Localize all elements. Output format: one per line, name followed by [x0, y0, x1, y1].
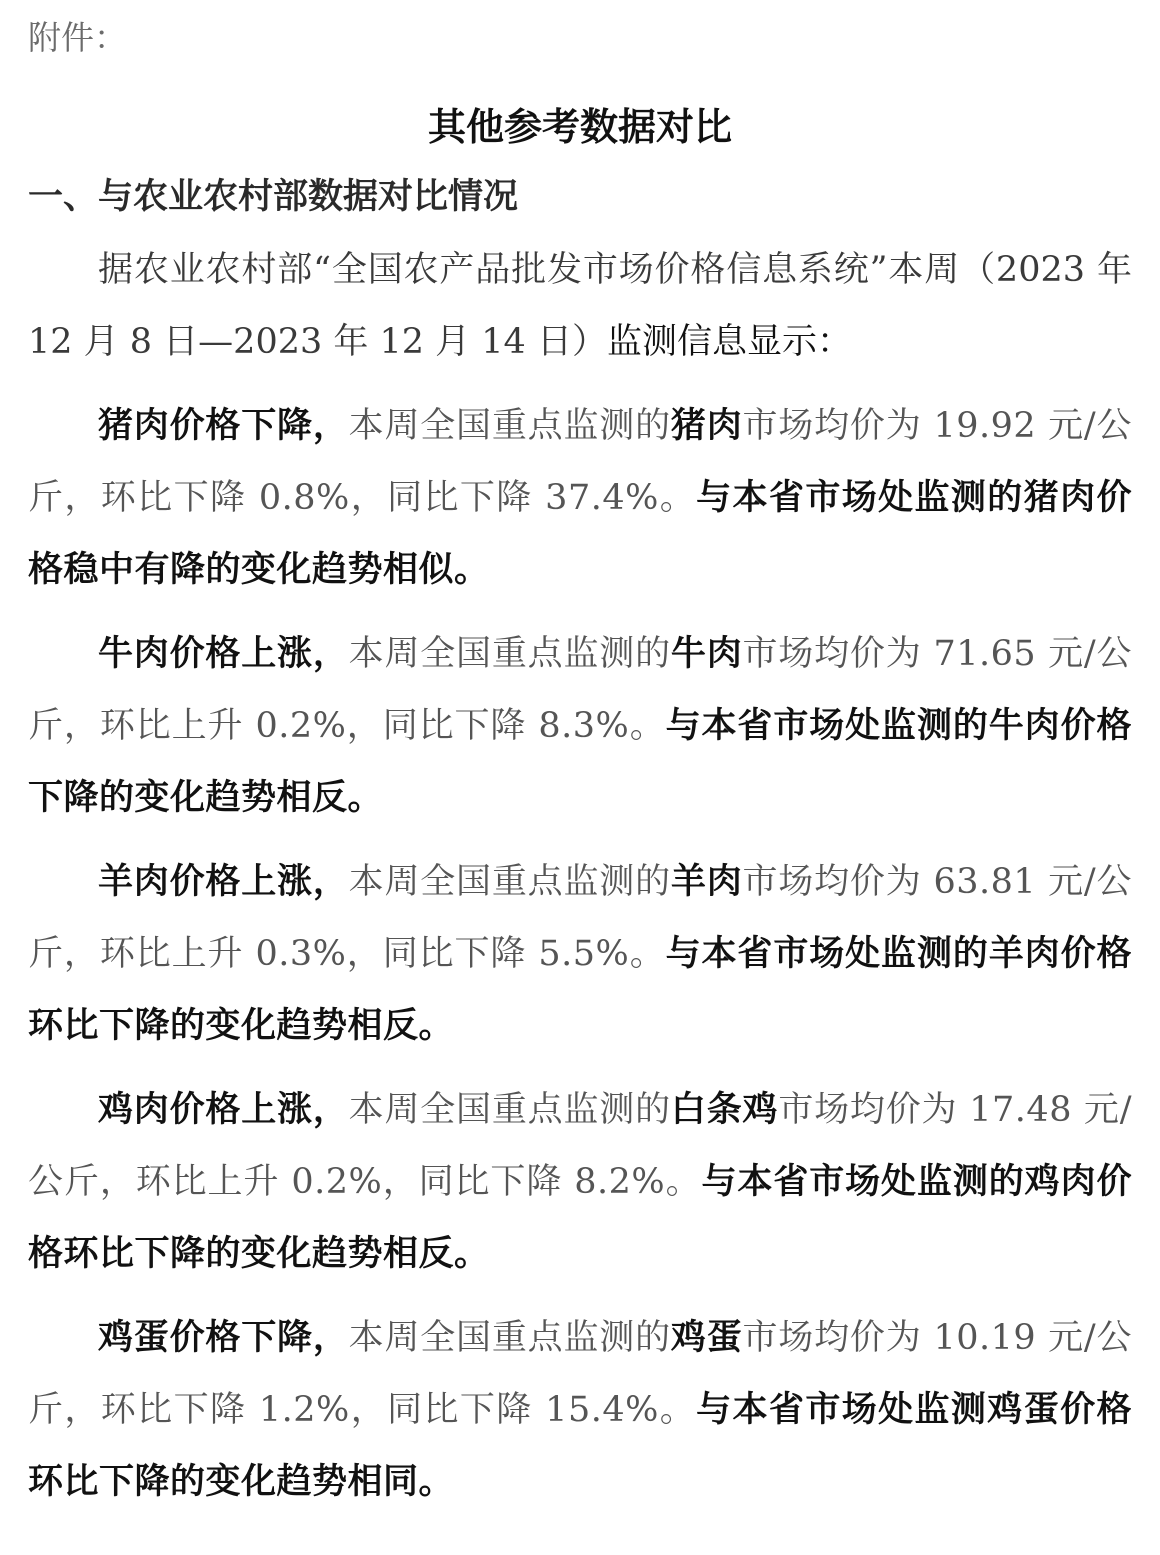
paragraph-figures: 市场均价为 19.92 元/公斤，环比下降 0.8%，同比下降 37.4%。	[28, 406, 1132, 518]
paragraph-figures: 市场均价为 17.48 元/公斤，环比上升 0.2%，同比下降 8.2%。	[28, 1090, 1132, 1202]
paragraph-lead: 牛肉价格上涨，	[98, 633, 349, 674]
price-paragraph-mutton	[28, 846, 1132, 1062]
paragraph-conclusion: 与本省市场处监测鸡蛋价格环比下降的变化趋势相同。	[28, 1389, 1132, 1502]
paragraph-text: 本周全国重点监测的	[348, 1318, 671, 1358]
product-name: 猪肉	[670, 405, 743, 446]
paragraph-conclusion: 与本省市场处监测的鸡肉价格环比下降的变化趋势相反。	[28, 1161, 1132, 1274]
paragraph-figures: 市场均价为 71.65 元/公斤，环比上升 0.2%，同比下降 8.3%。	[28, 634, 1132, 746]
paragraph-text: 本周全国重点监测的	[348, 1090, 671, 1130]
price-paragraph-eggs	[28, 1302, 1132, 1518]
paragraph-text: 本周全国重点监测的	[348, 634, 671, 674]
intro-paragraph	[28, 234, 1132, 378]
paragraph-figures: 市场均价为 63.81 元/公斤，环比上升 0.3%，同比下降 5.5%。	[28, 862, 1132, 974]
paragraph-lead: 鸡蛋价格下降，	[98, 1317, 349, 1358]
paragraph-conclusion: 与本省市场处监测的牛肉价格下降的变化趋势相反。	[28, 705, 1132, 818]
price-paragraph-beef	[28, 618, 1132, 834]
paragraph-figures: 市场均价为 10.19 元/公斤，环比下降 1.2%，同比下降 15.4%。	[28, 1318, 1132, 1430]
paragraph-conclusion: 与本省市场处监测的猪肉价格稳中有降的变化趋势相似。	[28, 477, 1132, 590]
intro-text: 据农业农村部“全国农产品批发市场价格信息系统”本周（2023 年 12 月 8 日—2023 年 12 月 14 日）	[28, 250, 1132, 362]
paragraph-text: 本周全国重点监测的	[348, 406, 671, 446]
product-name: 鸡蛋	[670, 1317, 743, 1358]
product-name: 牛肉	[670, 633, 743, 674]
document-title: 其他参考数据对比	[427, 104, 732, 149]
price-paragraph-chicken	[28, 1074, 1132, 1290]
paragraph-lead: 羊肉价格上涨，	[98, 861, 349, 902]
paragraph-lead: 鸡肉价格上涨，	[98, 1089, 349, 1130]
attachment-label: 附件：	[28, 18, 127, 57]
paragraph-lead: 猪肉价格下降，	[98, 405, 349, 446]
section-heading: 一、与农业农村部数据对比情况	[28, 176, 519, 217]
paragraph-text: 本周全国重点监测的	[348, 862, 671, 902]
paragraph-conclusion: 与本省市场处监测的羊肉价格环比下降的变化趋势相反。	[28, 933, 1132, 1046]
intro-text-end: 监测信息显示：	[606, 322, 852, 362]
price-paragraph-pork	[28, 390, 1132, 606]
product-name: 羊肉	[670, 861, 743, 902]
product-name: 白条鸡	[670, 1089, 779, 1130]
